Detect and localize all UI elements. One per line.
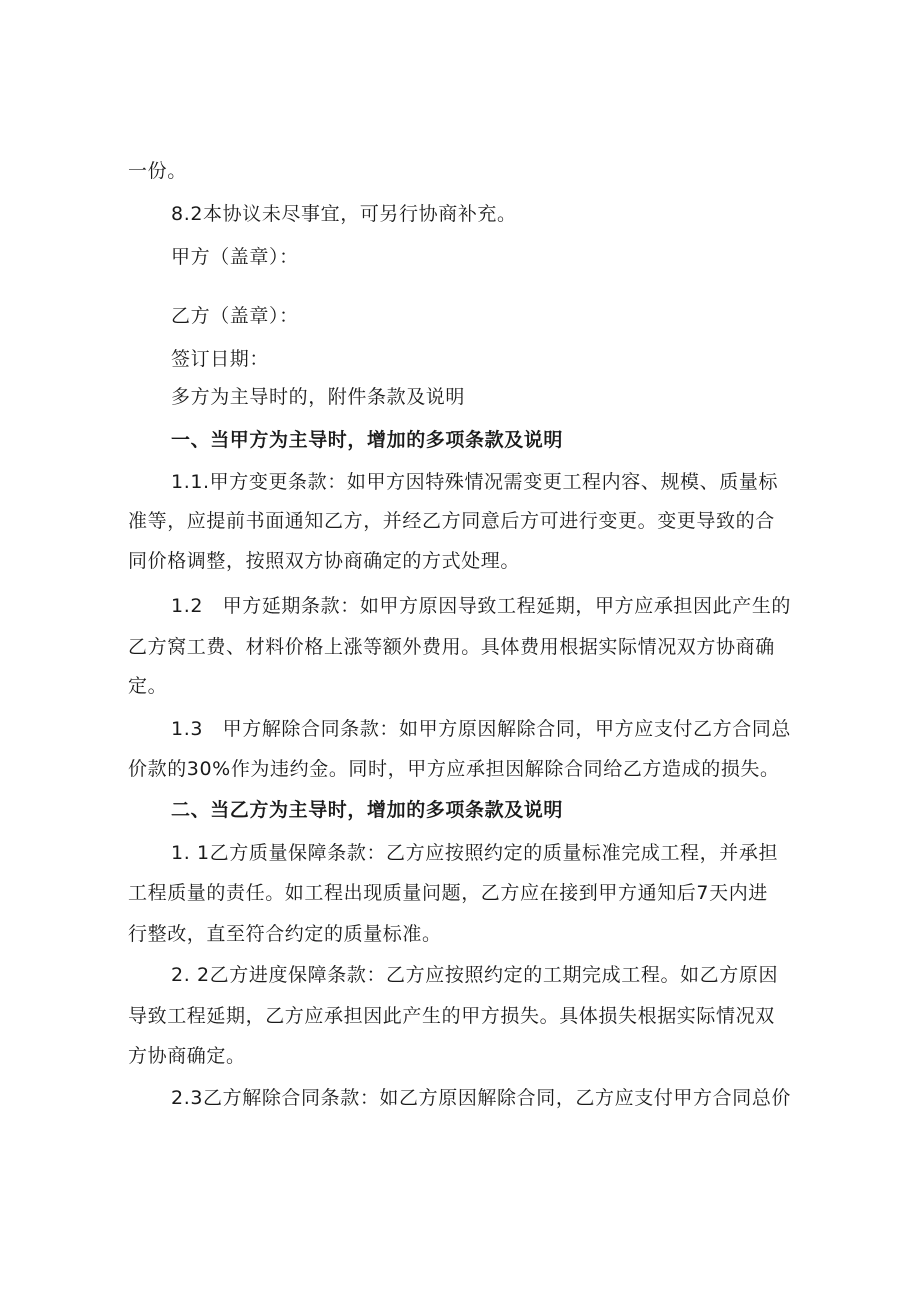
text-line: 导致工程延期，乙方应承担因此产生的甲方损失。具体损失根据实际情况双 bbox=[128, 1005, 775, 1027]
text-line: 准等，应提前书面通知乙方，并经乙方同意后方可进行变更。变更导致的合 bbox=[128, 510, 775, 532]
text-line: 1. 1乙方质量保障条款：乙方应按照约定的质量标准完成工程，并承担 bbox=[171, 842, 779, 864]
text-line: 多方为主导时的，附件条款及说明 bbox=[171, 386, 466, 408]
text-line: 一份。 bbox=[128, 160, 187, 182]
text-line: 行整改，直至符合约定的质量标准。 bbox=[128, 923, 442, 945]
section-heading: 一、当甲方为主导时，增加的多项条款及说明 bbox=[171, 429, 564, 451]
text-line: 1.1.甲方变更条款：如甲方因特殊情况需变更工程内容、规模、质量标 bbox=[171, 471, 779, 493]
text-line: 2. 2乙方进度保障条款：乙方应按照约定的工期完成工程。如乙方原因 bbox=[171, 964, 779, 986]
text-line: 工程质量的责任。如工程出现质量问题，乙方应在接到甲方通知后7天内进 bbox=[128, 882, 768, 904]
text-line: 1.2 甲方延期条款：如甲方原因导致工程延期，甲方应承担因此产生的 bbox=[171, 595, 792, 617]
text-line: 定。 bbox=[128, 675, 168, 697]
section-heading: 二、当乙方为主导时，增加的多项条款及说明 bbox=[171, 799, 564, 821]
text-line: 2.3乙方解除合同条款：如乙方原因解除合同，乙方应支付甲方合同总价 bbox=[171, 1087, 792, 1109]
text-line: 乙方（盖章）： bbox=[171, 305, 299, 327]
text-line: 签订日期： bbox=[171, 348, 270, 370]
text-line: 1.3 甲方解除合同条款：如甲方原因解除合同，甲方应支付乙方合同总 bbox=[171, 718, 792, 740]
text-line: 价款的30%作为违约金。同时，甲方应承担因解除合同给乙方造成的损失。 bbox=[128, 758, 780, 780]
text-line: 8.2本协议未尽事宜，可另行协商补充。 bbox=[171, 203, 517, 225]
text-line: 乙方窝工费、材料价格上涨等额外费用。具体费用根据实际情况双方协商确 bbox=[128, 636, 775, 658]
text-line: 甲方（盖章）： bbox=[171, 246, 299, 268]
text-line: 方协商确定。 bbox=[128, 1045, 246, 1067]
text-line: 同价格调整，按照双方协商确定的方式处理。 bbox=[128, 550, 521, 572]
